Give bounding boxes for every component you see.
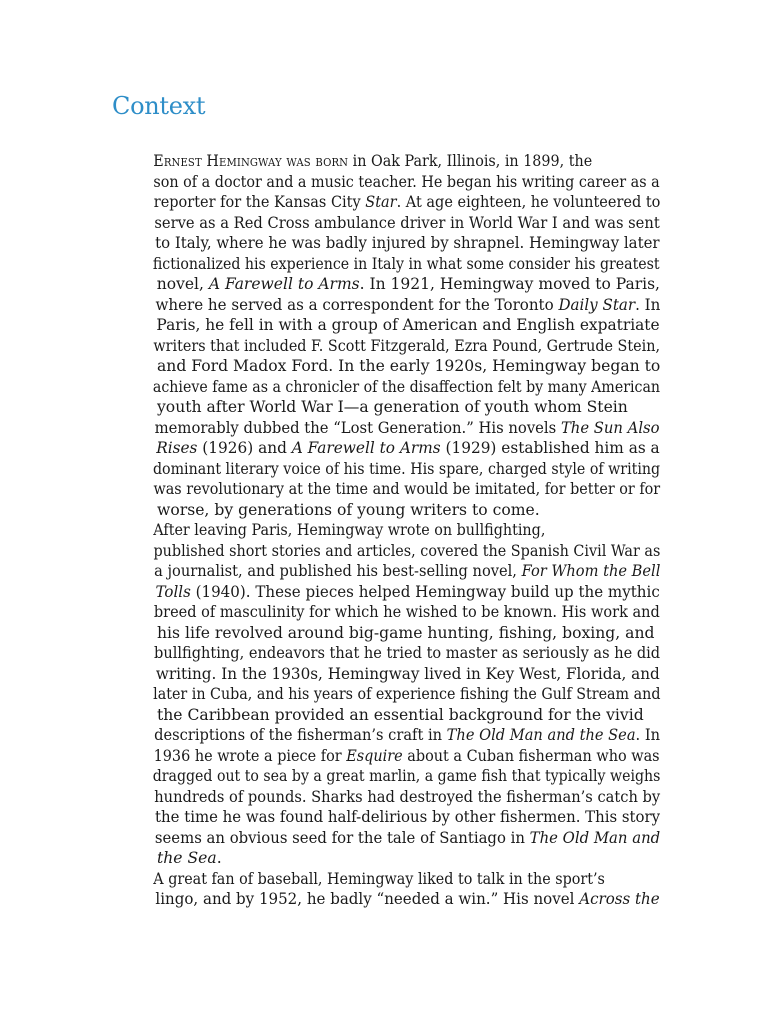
text-line [112, 479, 661, 500]
text-line [112, 233, 660, 254]
text-run: reporter for the Kansas City [153, 193, 366, 211]
text-run: . In 1921, Hemingway moved to Paris, [359, 275, 660, 293]
text-run: descriptions of the fisherman’s craft in [154, 726, 447, 744]
text-run: . [216, 849, 222, 867]
text-line [112, 684, 661, 705]
section-heading: Context [112, 92, 206, 120]
text-run: dominant literary voice of his time. His spare, charged style of writing [152, 459, 661, 478]
text-line [112, 848, 660, 869]
text-run: . In [635, 726, 661, 744]
text-line [112, 172, 660, 193]
text-run: was revolutionary at the time and would be imitated, for better or for [153, 480, 661, 498]
text-run: fictionalized his experience in Italy in what some consider his greatest [152, 254, 660, 273]
text-run: memorably dubbed the “Lost Generation.” His novels [154, 418, 561, 437]
text-line [112, 643, 661, 664]
text-run: serve as a Red Cross ambulance driver in World War I and was sent [154, 213, 660, 232]
text-run: and Ford Madox Ford. In the early 1920s, Hemingway began to [157, 357, 661, 375]
text-run: After leaving Paris, Hemingway wrote on bullfighting, [153, 521, 546, 539]
text-line [112, 151, 615, 172]
text-run: . At age eighteen, he volunteered to [396, 193, 661, 211]
text-line [112, 397, 660, 418]
text-line [112, 828, 661, 849]
text-line [112, 664, 660, 685]
text-run: writing. In the 1930s, Hemingway lived in Key West, Florida, and [155, 664, 660, 683]
italic-title: Rises [156, 439, 198, 457]
text-run: to Italy, where he was badly injured by shrapnel. Hemingway later [155, 234, 660, 252]
text-line [112, 459, 661, 480]
text-run: . In [635, 295, 661, 314]
text-run: (1926) and [197, 439, 292, 457]
text-line [112, 705, 660, 726]
text-line [112, 807, 661, 828]
text-line [112, 377, 661, 398]
text-run: (1940). These pieces helped Hemingway build up the mythic [190, 582, 660, 601]
text-line [112, 766, 661, 787]
italic-title: The Sun Also [560, 418, 660, 437]
text-run: dragged out to sea by a great marlin, a game fish that typically weighs [152, 767, 661, 785]
text-run: youth after World War I—a generation of youth whom Stein [157, 398, 628, 416]
text-run: 1936 he wrote a piece for [153, 746, 347, 765]
text-run: bullfighting, endeavors that he tried to master as seriously as he did [154, 644, 661, 662]
text-run: A great fan of baseball, Hemingway liked to talk in the sport’s [153, 869, 605, 888]
text-run: where he served as a correspondent for the Toronto [155, 295, 559, 314]
text-run: achieve fame as a chronicler of the disaffection felt by many American [152, 377, 661, 396]
text-line [112, 438, 660, 459]
text-line [112, 787, 661, 808]
italic-title: For Whom the Bell [521, 562, 661, 580]
text-run: breed of masculinity for which he wished to be known. His work and [153, 603, 660, 621]
text-line [112, 541, 661, 562]
paragraph [112, 869, 660, 910]
text-line [112, 623, 660, 644]
text-run: worse, by generations of young writers to come. [157, 500, 540, 519]
text-line [112, 254, 660, 275]
italic-title: A Farewell to Arms [208, 275, 360, 293]
text-line [112, 500, 660, 521]
italic-title: The Old Man and the Sea [446, 726, 636, 744]
italic-title: the Sea [157, 849, 217, 867]
text-line [112, 274, 660, 295]
text-run: his life revolved around big-game hunting, fishing, boxing, and [157, 623, 655, 642]
text-run: son of a doctor and a music teacher. He began his writing career as a [153, 172, 660, 191]
text-run: seems an obvious seed for the tale of Santiago in [154, 828, 530, 847]
text-run: hundreds of pounds. Sharks had destroyed the fisherman’s catch by [154, 787, 661, 806]
text-run: the Caribbean provided an essential background for the vivid [157, 705, 644, 724]
italic-title: Across the [579, 890, 660, 908]
paragraph [112, 520, 660, 869]
text-run: novel, [156, 275, 209, 293]
text-line [112, 213, 660, 234]
italic-title: Esquire [346, 746, 403, 765]
text-run: lingo, and by 1952, he badly “needed a win.” His novel [155, 890, 580, 908]
text-line [112, 315, 660, 336]
italic-title: Tolls [155, 582, 191, 601]
italic-title: A Farewell to Arms [291, 439, 441, 457]
text-run: Paris, he fell in with a group of American and English expatriate [156, 316, 660, 334]
text-run: the time he was found half-delirious by other fishermen. This story [155, 808, 661, 826]
text-line [112, 889, 660, 910]
text-line [112, 725, 661, 746]
text-line [112, 336, 661, 357]
text-line [112, 520, 615, 541]
text-line [112, 356, 660, 377]
text-line [112, 602, 660, 623]
text-line [112, 746, 660, 767]
text-line [112, 295, 661, 316]
text-line [112, 582, 660, 603]
text-run: in Oak Park, Illinois, in 1899, the [352, 152, 593, 170]
text-run: a journalist, and published his best-selling novel, [154, 562, 522, 580]
text-run: (1929) established him as a [440, 439, 660, 457]
text-run: about a Cuban fisherman who was [402, 746, 660, 765]
text-line [112, 561, 661, 582]
text-run: later in Cuba, and his years of experience fishing the Gulf Stream and [153, 685, 661, 703]
body-text [112, 151, 660, 910]
text-line [112, 418, 660, 439]
text-run: published short stories and articles, covered the Spanish Civil War as [153, 541, 661, 560]
italic-title: Daily Star [558, 295, 636, 314]
text-line [112, 869, 615, 890]
text-line [112, 192, 661, 213]
italic-title: Star [365, 193, 397, 211]
text-run: writers that included F. Scott Fitzgerald, Ezra Pound, Gertrude Stein, [153, 336, 661, 355]
small-caps-lead: Ernest Hemingway was born [153, 152, 349, 170]
italic-title: The Old Man and [529, 828, 661, 847]
paragraph [112, 151, 660, 520]
